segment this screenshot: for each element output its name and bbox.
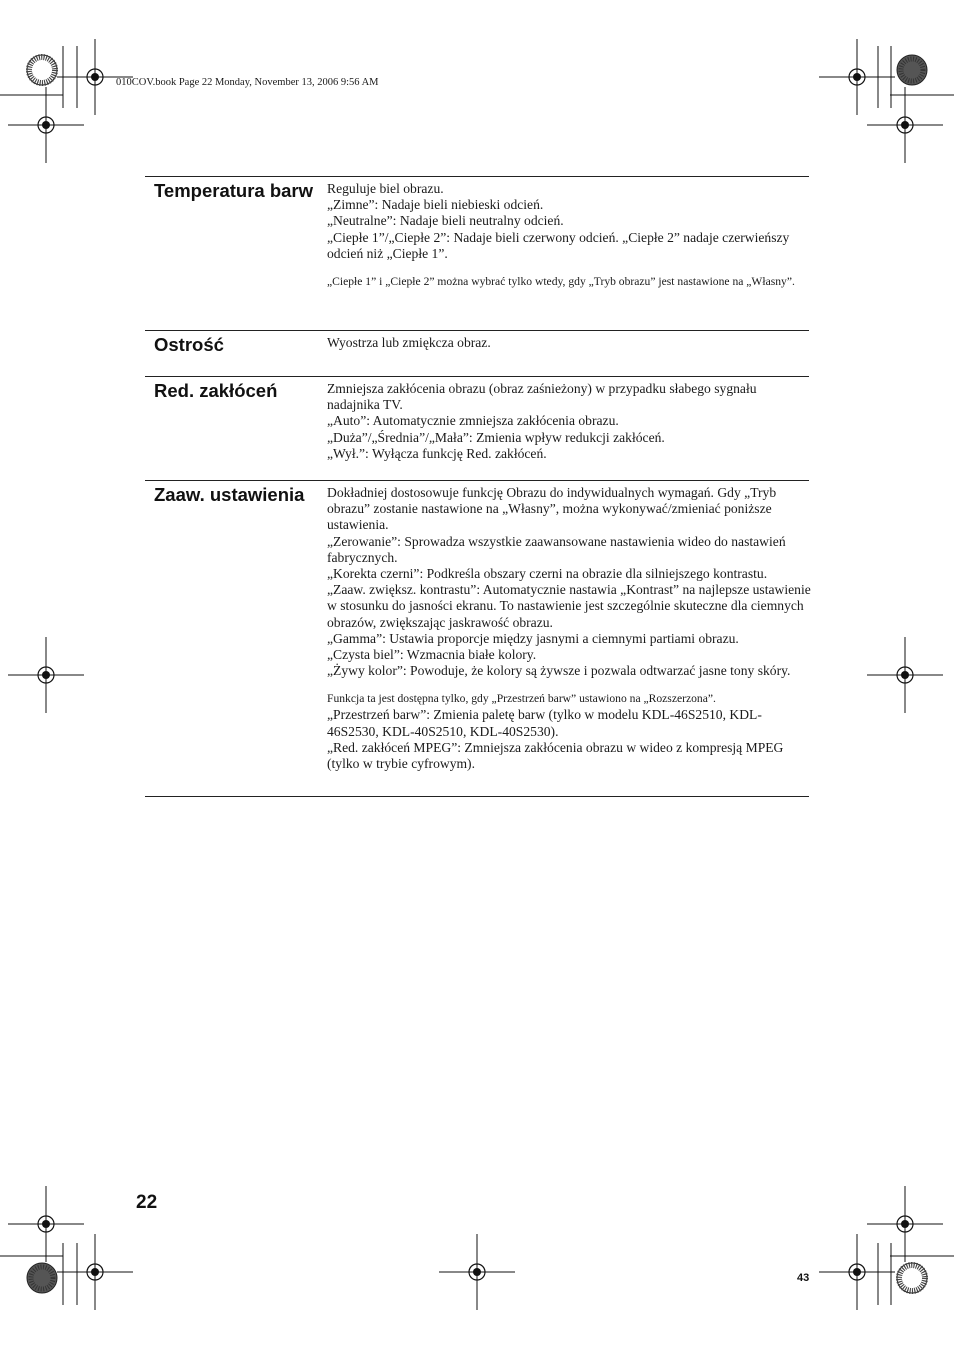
description-line: Wyostrza lub zmiękcza obraz. <box>327 335 491 350</box>
description-line: „Ciepłe 1”/„Ciepłe 2”: Nadaje bieli czerwony odcień. „Ciepłe 2” nadaje czerwieńszy odcień niż „Ciepłe 1”. <box>327 229 790 261</box>
sheet-number: 43 <box>797 1272 810 1284</box>
description-line: „Czysta biel”: Wzmacnia białe kolory. <box>327 647 537 663</box>
description-line: „Gamma”: Ustawia proporcje między jasnymi a ciemnymi partiami obrazu. <box>327 630 739 646</box>
section-zaaw-ustawienia <box>145 480 809 797</box>
description-line: „Żywy kolor”: Powoduje, że kolory są żywsze i pozwala odtwarzać jasne tony skóry. <box>327 663 791 679</box>
crop-marks-bottom-right <box>819 1186 954 1310</box>
description-line: „Zerowanie”: Sprowadza wszystkie zaawansowane nastawienia wideo do nastawień fabrycznych. <box>327 533 786 565</box>
description-line: „Duża”/„Średnia”/„Mała”: Zmienia wpływ redukcji zakłóceń. <box>327 429 665 445</box>
section-term: Zaaw. ustawienia <box>154 484 305 505</box>
description-line: „Przestrzeń barw”: Zmienia paletę barw (tylko w modelu KDL-46S2510, KDL-46S2530, KDL-40S2510, KDL-40S2530). <box>327 707 762 739</box>
crop-marks-top-left <box>0 39 133 163</box>
registration-mark-bottom <box>439 1234 515 1310</box>
section-term: Ostrość <box>154 334 224 355</box>
description-line: „Red. zakłóceń MPEG”: Zmniejsza zakłócenia obrazu w wideo z kompresją MPEG (tylko w trybie cyfrowym). <box>327 739 784 772</box>
section-description <box>327 181 811 290</box>
description-line: Dokładniej dostosowuje funkcję Obrazu do indywidualnych wymagań. Gdy „Tryb obrazu” zostanie nastawione na „Własny”, można wykonywać/zmieniać poniższe ustawienia. <box>327 485 777 533</box>
table-bottom-rule <box>145 796 809 797</box>
registration-mark-left <box>8 637 84 713</box>
section-note: Funkcja ta jest dostępna tylko, gdy „Przestrzeń barw” ustawiono na „Rozszerzona”. <box>327 692 716 706</box>
section-red-zaklocen <box>145 376 809 481</box>
section-temperatura-barw <box>145 176 809 331</box>
description-line: „Zaaw. zwiększ. kontrastu”: Automatycznie nastawia „Kontrast” na najlepsze ustawienie w stosunku do jasności ekranu. To nastawienie jest szczególnie skuteczne dla ciemnych obrazów, zwiększając jaskrawość obrazu. <box>327 582 811 630</box>
crop-marks-bottom-left <box>0 1186 133 1310</box>
section-description <box>327 485 811 772</box>
section-term: Temperatura barw <box>154 180 314 201</box>
description-line: Zmniejsza zakłócenia obrazu (obraz zaśnieżony) w przypadku słabego sygnału nadajnika TV. <box>327 381 757 413</box>
registration-mark-right <box>867 637 943 713</box>
description-line: „Wył.”: Wyłącza funkcję Red. zakłóceń. <box>327 445 547 461</box>
print-header: 010COV.book Page 22 Monday, November 13, 2006 9:56 AM <box>116 77 379 88</box>
description-line: „Auto”: Automatycznie zmniejsza zakłócenia obrazu. <box>327 413 619 429</box>
section-description <box>327 335 811 351</box>
page-number: 22 <box>136 1192 158 1213</box>
section-description <box>327 381 811 462</box>
description-line: „Neutralne”: Nadaje bieli neutralny odcień. <box>327 213 564 229</box>
description-line: „Korekta czerni”: Podkreśla obszary czerni na obrazie dla silniejszego kontrastu. <box>327 566 768 582</box>
description-line: Reguluje biel obrazu. <box>327 181 444 196</box>
section-note: „Ciepłe 1” i „Ciepłe 2” można wybrać tylko wtedy, gdy „Tryb obrazu” jest nastawione na „Własny”. <box>327 275 795 289</box>
crop-marks-top-right <box>819 39 954 163</box>
section-term: Red. zakłóceń <box>154 380 278 401</box>
description-line: „Zimne”: Nadaje bieli niebieski odcień. <box>327 197 544 213</box>
section-ostrosc <box>145 330 809 377</box>
